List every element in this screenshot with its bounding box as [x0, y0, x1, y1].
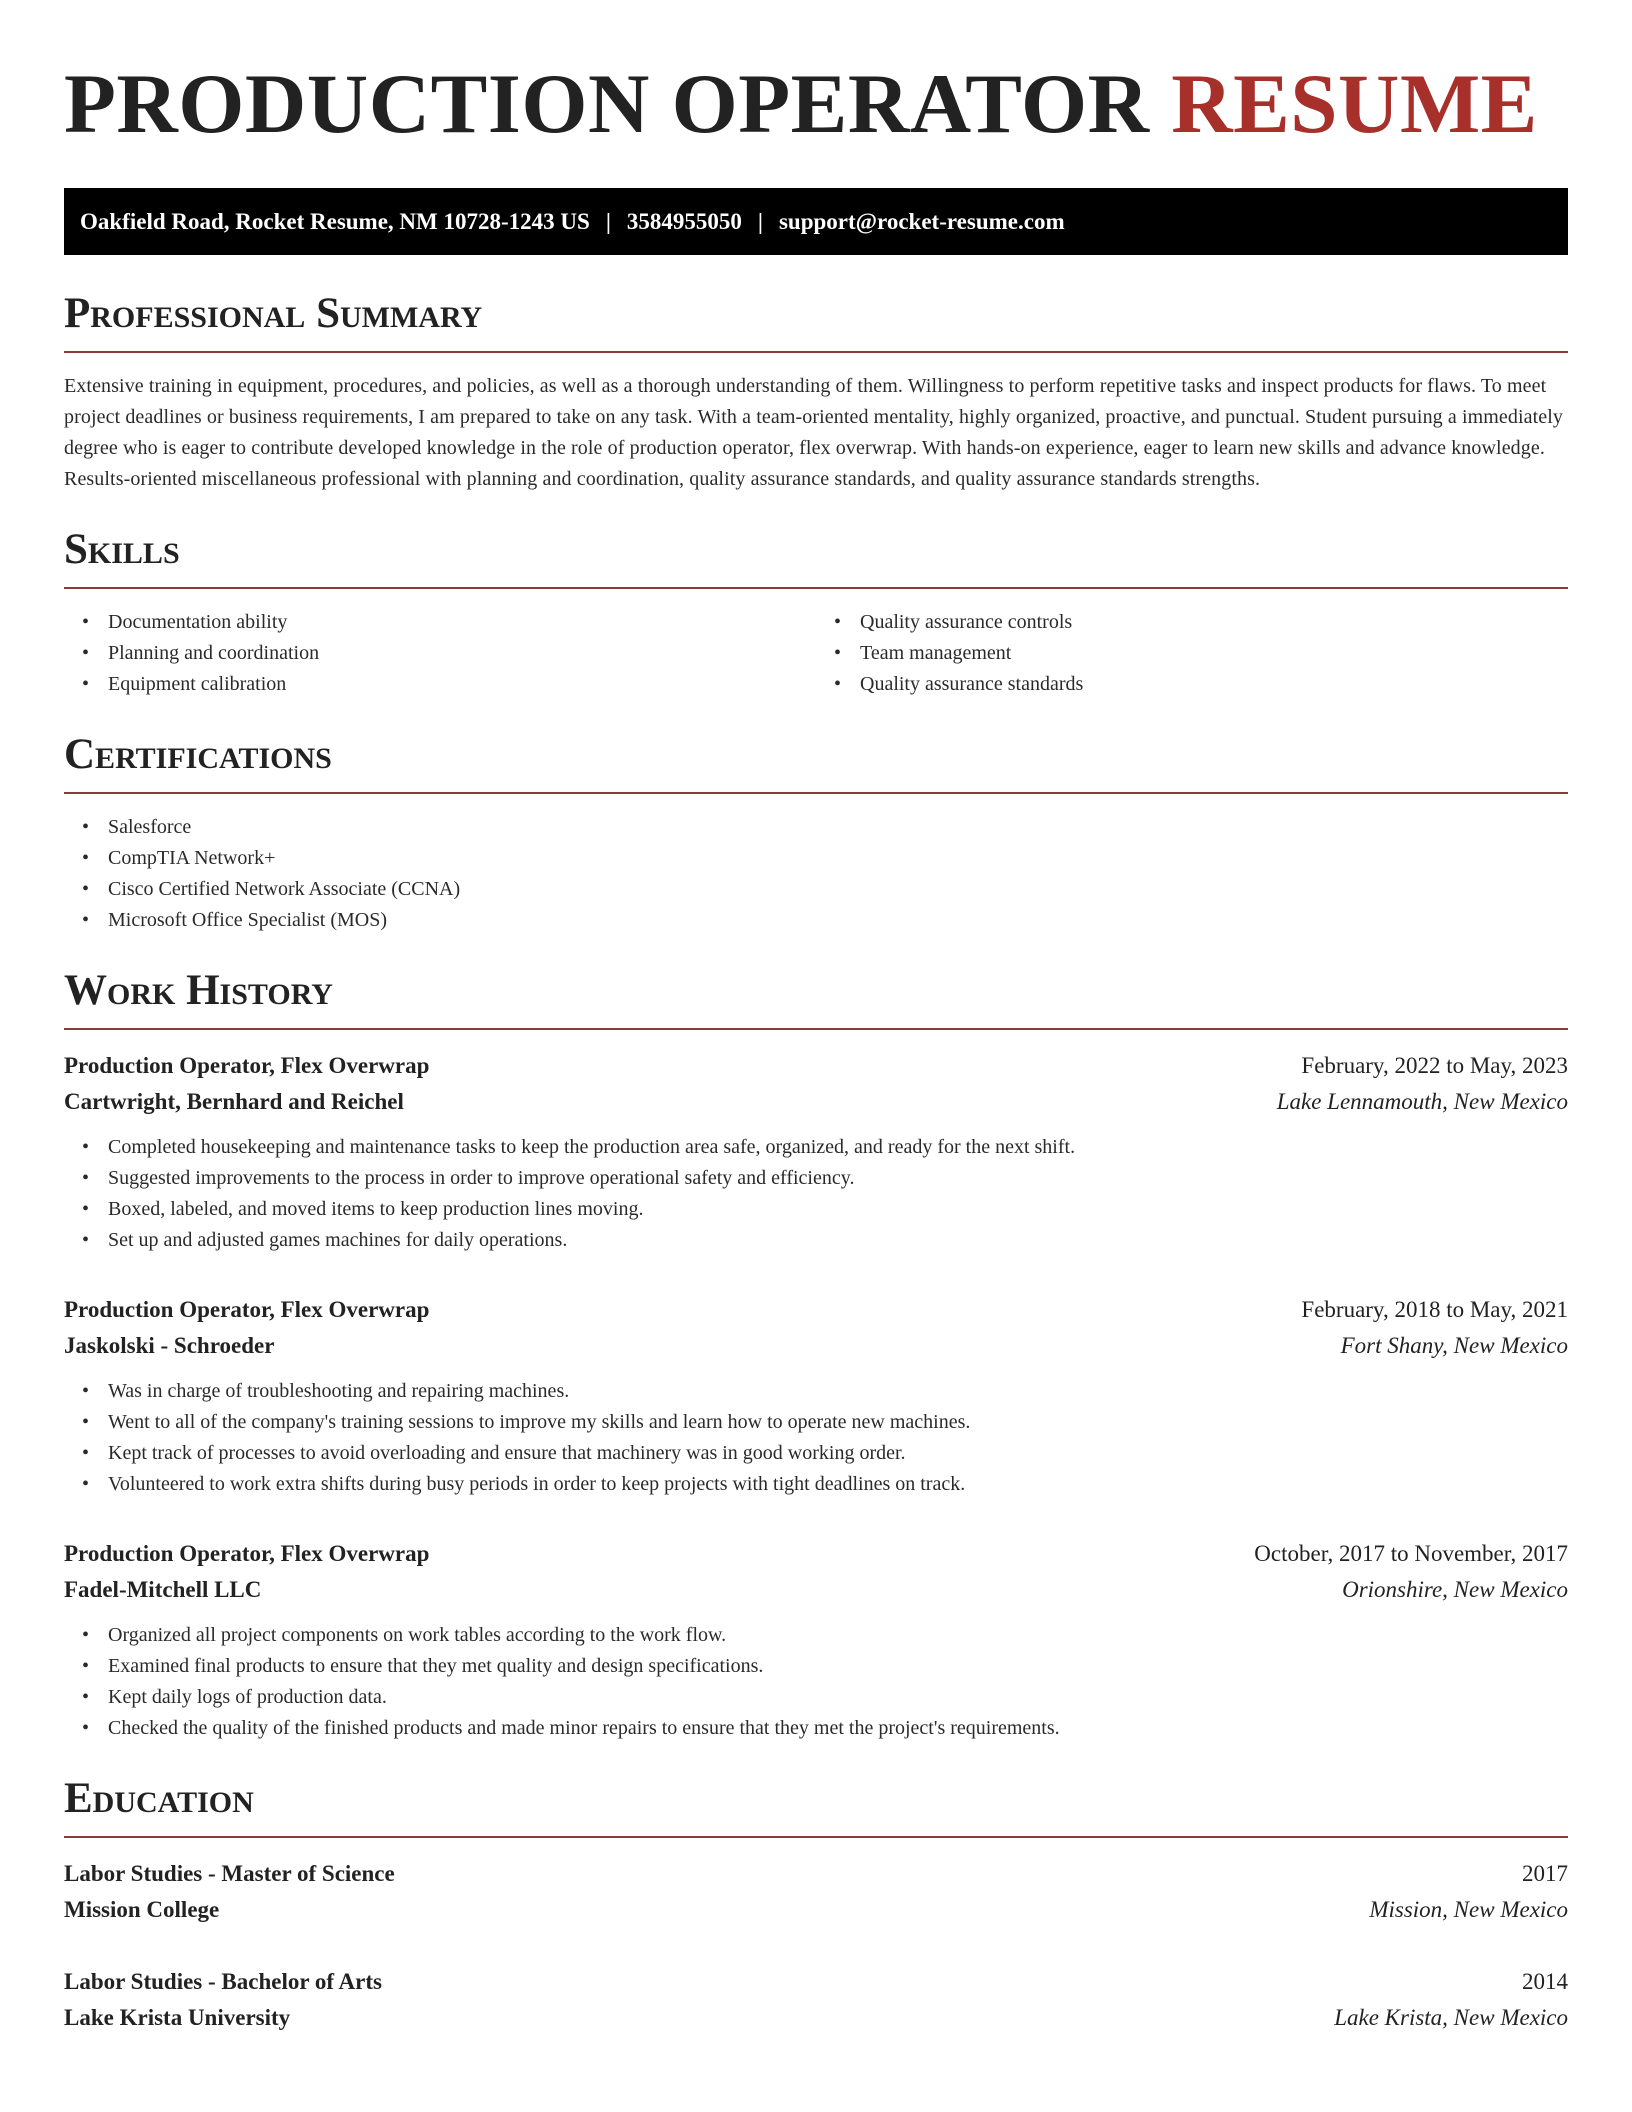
contact-bar: [64, 188, 1568, 255]
job-location: Orionshire, New Mexico: [1342, 1577, 1568, 1602]
skill-item: • Planning and coordination: [108, 638, 816, 669]
certifications-section: [64, 730, 1568, 936]
certification-item: • Cisco Certified Network Associate (CCNA): [108, 874, 1568, 905]
job-dates: February, 2022 to May, 2023: [1301, 1053, 1568, 1078]
certification-item: • CompTIA Network+: [108, 843, 1568, 874]
job-location: Fort Shany, New Mexico: [1340, 1333, 1568, 1358]
skill-item: • Quality assurance controls: [860, 607, 1568, 638]
skills-section: [64, 525, 1568, 700]
skills-column-right: [816, 607, 1568, 700]
resume-title: [64, 56, 1568, 152]
section-divider: [64, 587, 1568, 589]
education-location: Mission, New Mexico: [1369, 1897, 1568, 1922]
job-location: Lake Lennamouth, New Mexico: [1276, 1089, 1568, 1114]
education-year: 2014: [1522, 1969, 1568, 1994]
section-divider: [64, 792, 1568, 794]
job-dates: February, 2018 to May, 2021: [1301, 1297, 1568, 1322]
contact-email: support@rocket-resume.com: [778, 208, 1065, 234]
job-role: Production Operator, Flex Overwrap: [64, 1541, 430, 1566]
certifications-list: [64, 812, 1568, 936]
job-bullet: • Suggested improvements to the process in order to improve operational safety and efficiency.: [108, 1163, 1568, 1194]
job-role: Production Operator, Flex Overwrap: [64, 1053, 430, 1078]
skill-item: • Team management: [860, 638, 1568, 669]
contact-separator: |: [605, 208, 611, 234]
contact-phone: 3584955050: [626, 208, 742, 234]
title-accent: RESUME: [1171, 57, 1538, 151]
job-bullet: • Organized all project components on work tables according to the work flow.: [108, 1620, 1568, 1651]
job-bullet: • Kept daily logs of production data.: [108, 1682, 1568, 1713]
certification-item: • Salesforce: [108, 812, 1568, 843]
job-bullet: • Completed housekeeping and maintenance tasks to keep the production area safe, organized, and ready for the next shift.: [108, 1132, 1568, 1163]
skill-item: • Equipment calibration: [108, 669, 816, 700]
contact-address: Oakfield Road, Rocket Resume, NM 10728-1243 US: [80, 208, 590, 234]
job-bullet: • Set up and adjusted games machines for daily operations.: [108, 1225, 1568, 1256]
certification-item: • Microsoft Office Specialist (MOS): [108, 905, 1568, 936]
education-heading: Education: [64, 1775, 254, 1822]
contact-separator: |: [757, 208, 763, 234]
job-company: Jaskolski - Schroeder: [64, 1333, 275, 1358]
job-entry: [64, 1048, 1568, 1256]
skills-heading: Skills: [64, 526, 180, 573]
education-section: [64, 1774, 1568, 2036]
education-degree: Labor Studies - Bachelor of Arts: [64, 1969, 382, 1994]
summary-section: [64, 289, 1568, 495]
summary-heading: Professional Summary: [64, 290, 483, 337]
job-bullets: [64, 1620, 1568, 1744]
education-entry: [64, 1964, 1568, 2036]
skill-item: • Documentation ability: [108, 607, 816, 638]
job-bullet: • Boxed, labeled, and moved items to keep production lines moving.: [108, 1194, 1568, 1225]
job-bullet: • Kept track of processes to avoid overloading and ensure that machinery was in good working order.: [108, 1438, 1568, 1469]
section-divider: [64, 351, 1568, 353]
job-bullet: • Examined final products to ensure that they met quality and design specifications.: [108, 1651, 1568, 1682]
job-bullet: • Checked the quality of the finished products and made minor repairs to ensure that they met the project's requirements.: [108, 1713, 1568, 1744]
job-company: Fadel-Mitchell LLC: [64, 1577, 262, 1602]
job-dates: October, 2017 to November, 2017: [1254, 1541, 1568, 1566]
skills-column-left: [64, 607, 816, 700]
job-entry: [64, 1536, 1568, 1744]
job-bullets: [64, 1132, 1568, 1256]
section-divider: [64, 1836, 1568, 1838]
education-entry: [64, 1856, 1568, 1928]
certifications-heading: Certifications: [64, 731, 332, 778]
job-role: Production Operator, Flex Overwrap: [64, 1297, 430, 1322]
job-bullet: • Was in charge of troubleshooting and repairing machines.: [108, 1376, 1568, 1407]
education-school: Mission College: [64, 1897, 220, 1922]
education-year: 2017: [1522, 1861, 1568, 1886]
work-history-section: [64, 966, 1568, 1744]
education-degree: Labor Studies - Master of Science: [64, 1861, 395, 1886]
skill-item: • Quality assurance standards: [860, 669, 1568, 700]
job-bullet: • Volunteered to work extra shifts during busy periods in order to keep projects with tight deadlines on track.: [108, 1469, 1568, 1500]
job-entry: [64, 1292, 1568, 1500]
job-bullets: [64, 1376, 1568, 1500]
summary-text: Extensive training in equipment, procedures, and policies, as well as a thorough understanding of them. Willingness to perform repetitive tasks and inspect products for flaws. To meet project deadlines or business requirements, I am prepared to take on any task. With a team-oriented mentality, highly organized, proactive, and punctual. Student pursuing a immediately degree who is eager to contribute developed knowledge in the role of production operator, flex overwrap. With hands-on experience, eager to learn new skills and advance knowledge. Results-oriented miscellaneous professional with planning and coordination, quality assurance standards, and quality assurance standards strengths.: [64, 375, 1564, 490]
skills-grid: [64, 607, 1568, 700]
job-bullet: • Went to all of the company's training sessions to improve my skills and learn how to operate new machines.: [108, 1407, 1568, 1438]
title-main: PRODUCTION OPERATOR: [64, 57, 1150, 151]
education-school: Lake Krista University: [64, 2005, 291, 2030]
education-location: Lake Krista, New Mexico: [1334, 2005, 1568, 2030]
work-history-heading: Work History: [64, 967, 333, 1014]
job-company: Cartwright, Bernhard and Reichel: [64, 1089, 404, 1114]
section-divider: [64, 1028, 1568, 1030]
